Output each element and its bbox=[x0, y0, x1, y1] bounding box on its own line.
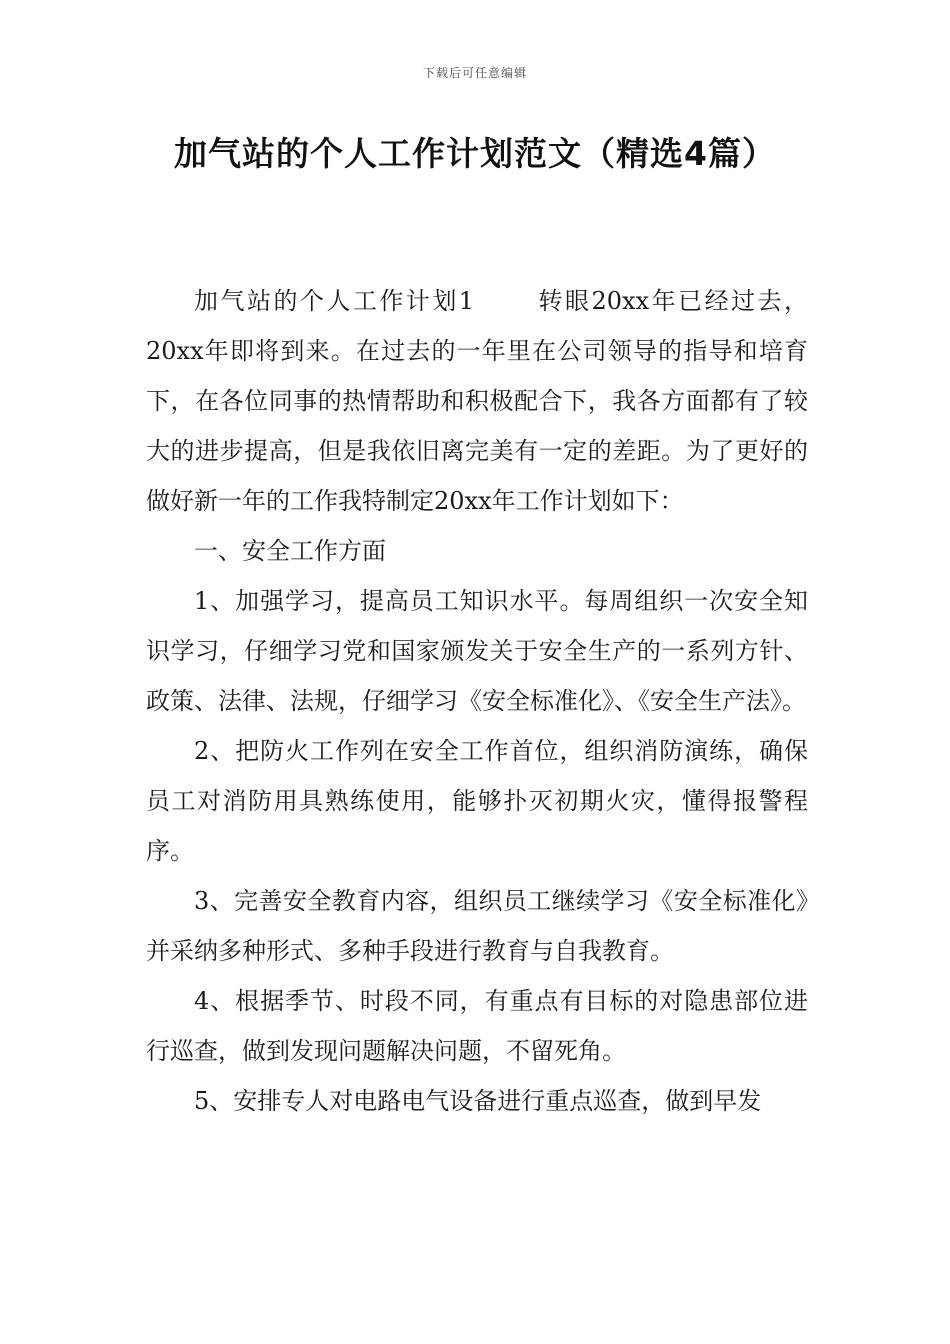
paragraph-item-5: 5、安排专人对电路电气设备进行重点巡查，做到早发 bbox=[194, 1087, 762, 1115]
paragraph-item-1: 1、加强学习，提高员工知识水平。每周组织一次安全知识学习，仔细学习党和国家颁发关于安全生产的一系列方针、政策、法律、法规，仔细学习《安全标准化》、《安全生产法》。 bbox=[146, 587, 808, 715]
intro-text: 转眼20xx年已经过去，20xx年即将到来。在过去的一年里在公司领导的指导和培育下，在各位同事的热情帮助和积极配合下，我各方面都有了较大的进步提高，但是我依旧离完美有一定的差距。为了更好的做好新一年的工作我特制定20xx年工作计划如下： bbox=[146, 287, 809, 515]
paragraph-item-3: 3、完善安全教育内容，组织员工继续学习《安全标准化》并采纳多种形式、多种手段进行教育与自我教育。 bbox=[146, 887, 808, 965]
paragraph-safety-heading: 一、安全工作方面 bbox=[194, 537, 386, 565]
paragraph-item-4: 4、根据季节、时段不同，有重点有目标的对隐患部位进行巡查，做到发现问题解决问题，不留死角。 bbox=[146, 987, 808, 1065]
header-note: 下载后可任意编辑 bbox=[422, 66, 527, 80]
document-body bbox=[146, 276, 808, 1126]
paragraph-item-2: 2、把防火工作列在安全工作首位，组织消防演练，确保员工对消防用具熟练使用，能够扑灭初期火灾，懂得报警程序。 bbox=[146, 737, 808, 865]
section-heading-plan-1: 加气站的个人工作计划1 bbox=[194, 287, 475, 315]
document-title: 加气站的个人工作计划范文（精选4篇） bbox=[174, 134, 776, 173]
paragraph-intro bbox=[146, 276, 808, 526]
